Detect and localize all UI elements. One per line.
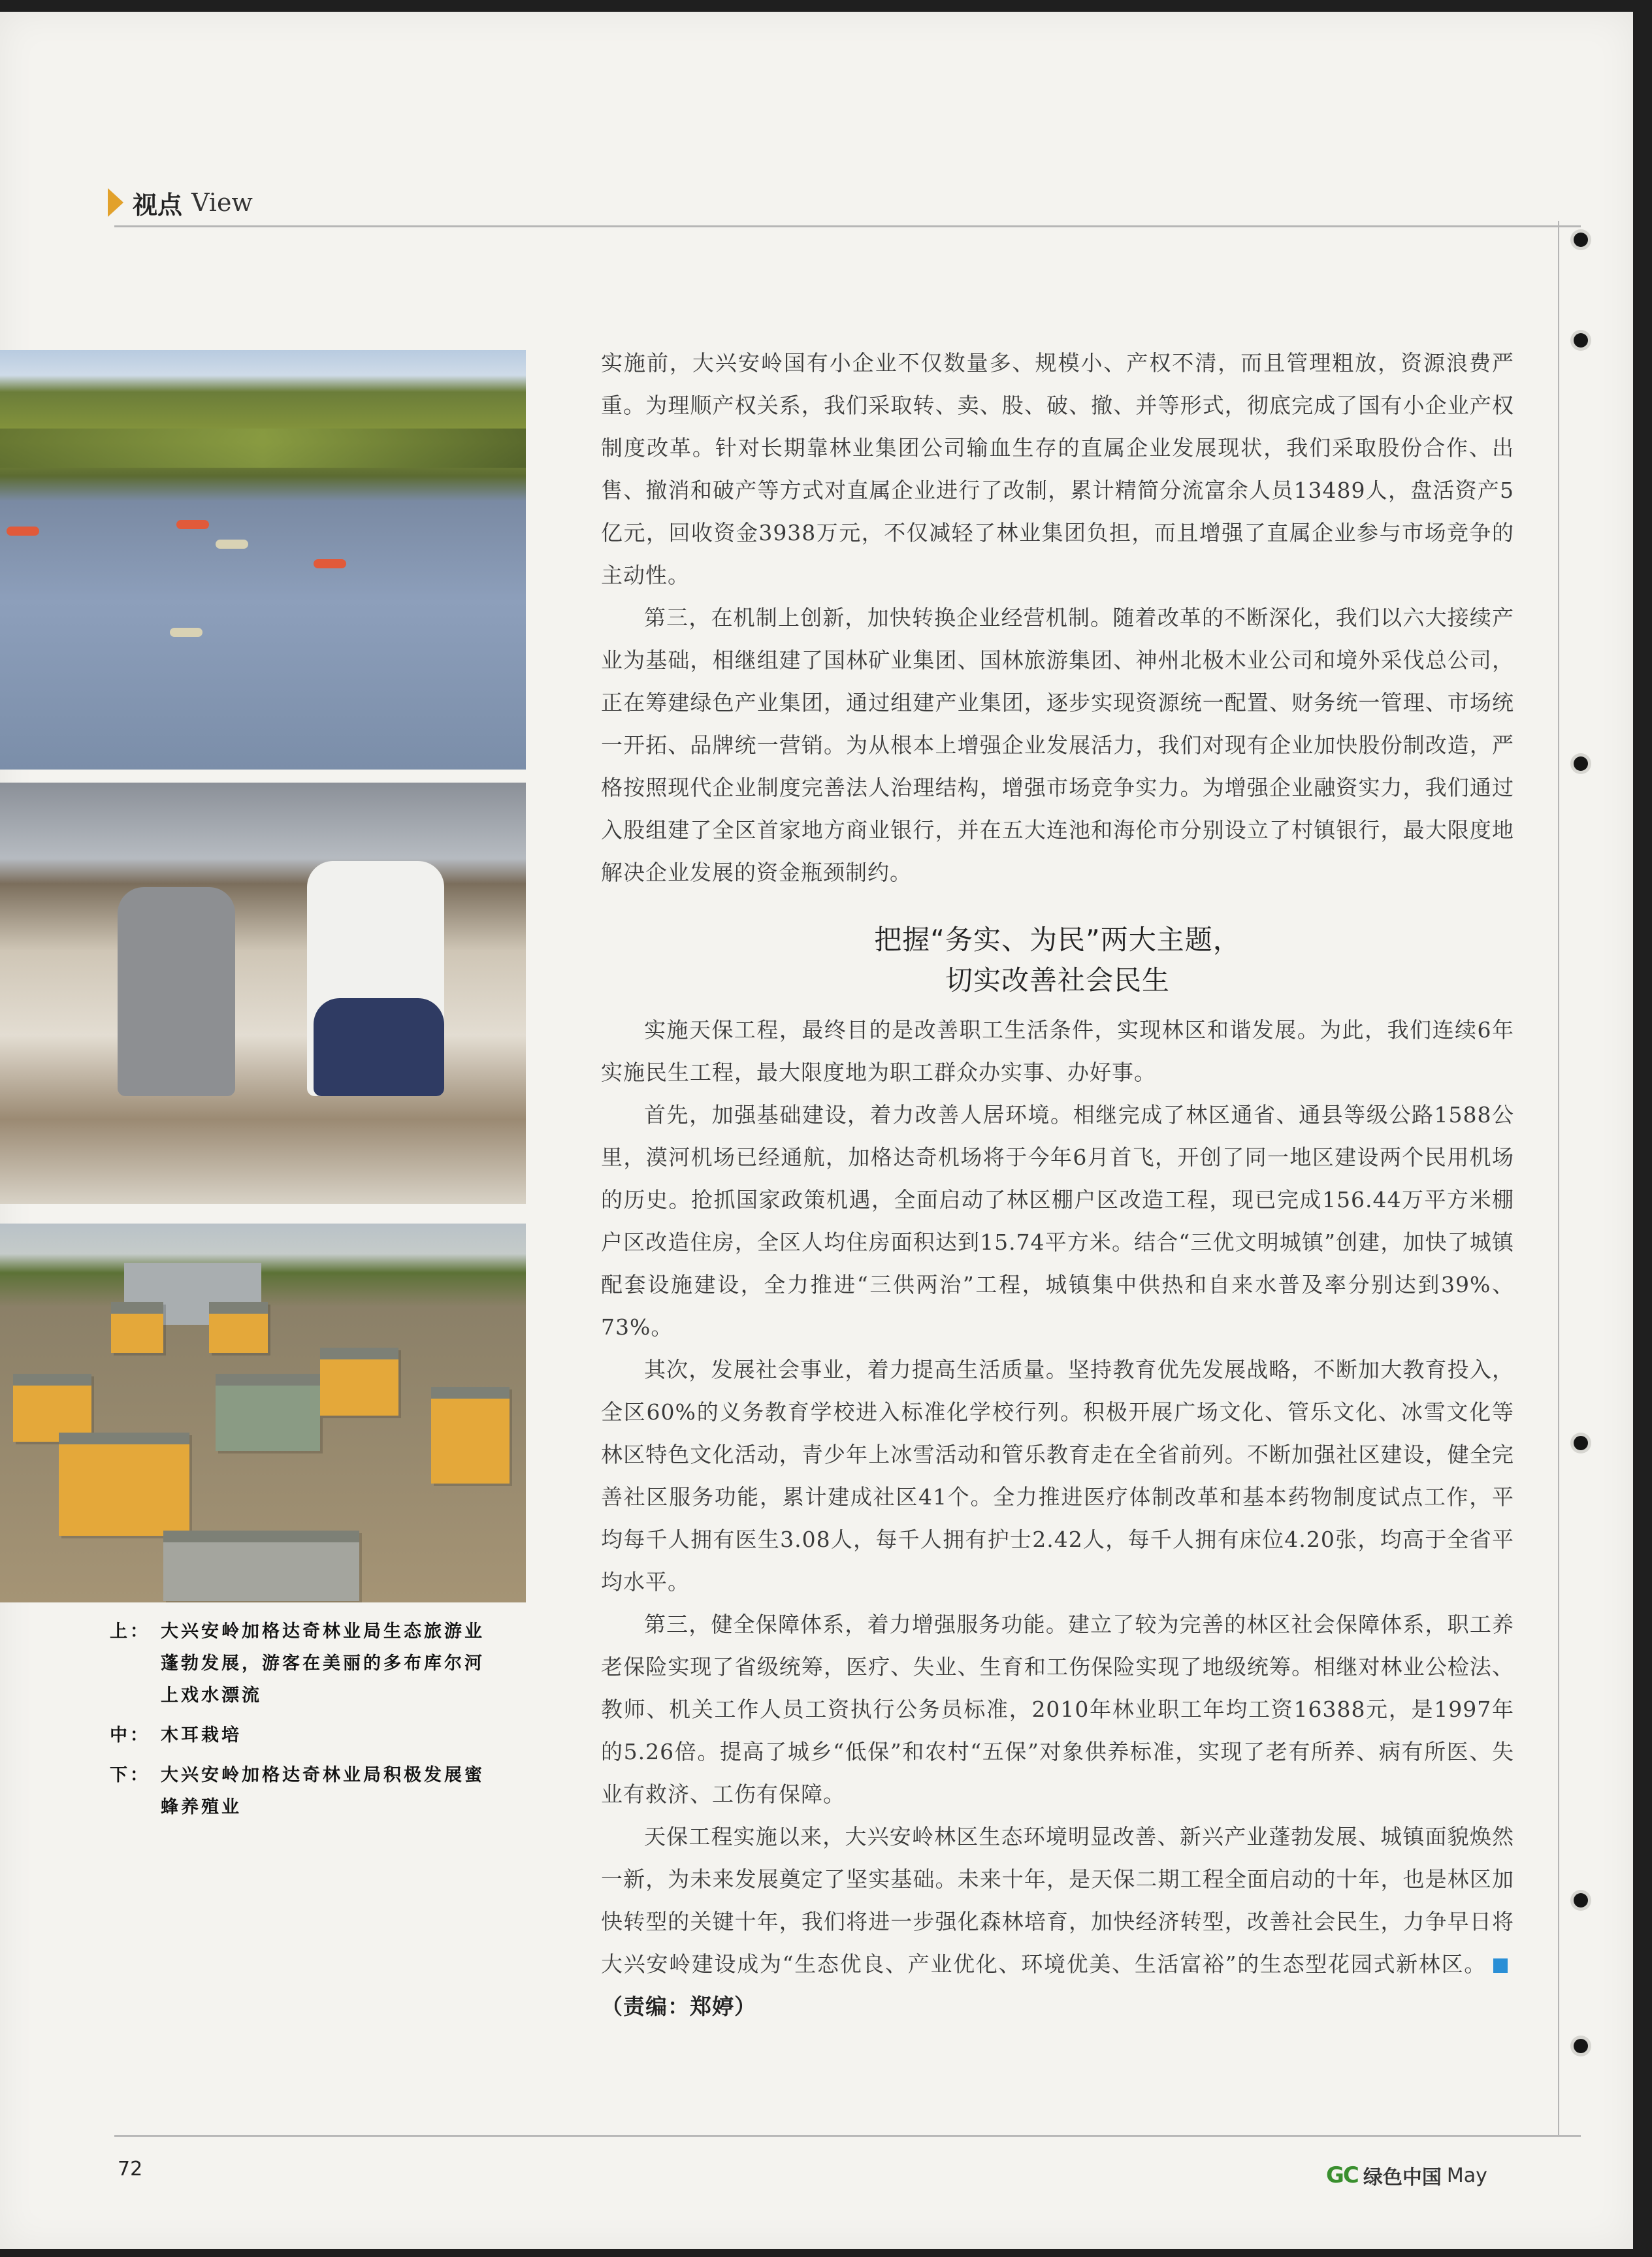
caption-bottom <box>110 1759 502 1823</box>
binder-hole-icon <box>1574 1436 1588 1450</box>
beehive-shape <box>163 1531 359 1601</box>
paragraph: 第三，健全保障体系，着力增强服务功能。建立了较为完善的林区社会保障体系，职工养老保险实现了省级统筹，医疗、失业、生育和工伤保险实现了地级统筹。相继对林业公检法、教师、机关工作人员工资执行公务员标准，2010年林业职工年均工资16388元，是1997年的5.26倍。提高了城乡“低保”和农村“五保”对象供养标准，实现了老有所养、病有所医、失业有救济、工伤有保障。 <box>601 1612 1514 1807</box>
binder-hole-icon <box>1574 1893 1588 1908</box>
mushroom-cultivation-photo <box>0 783 526 1204</box>
worker-figure <box>118 887 235 1096</box>
caption-middle <box>110 1719 502 1751</box>
paragraph: 实施前，大兴安岭国有小企业不仅数量多、规模小、产权不清，而且管理粗放，资源浪费严重。为理顺产权关系，我们采取转、卖、股、破、撤、并等形式，彻底完成了国有小企业产权制度改革。针对长期靠林业集团公司输血生存的直属企业发展现状，我们采取股份合作、出售、撤消和破产等方式对直属企业进行了改制，累计精简分流富余人员13489人，盘活资产5亿元，回收资金3938万元，不仅减轻了林业集团负担，而且增强了直属企业参与市场竞争的主动性。 <box>601 350 1514 588</box>
paragraph: 首先，加强基础建设，着力改善人居环境。相继完成了林区通省、通县等级公路1588公里，漠河机场已经通航，加格达奇机场将于今年6月首飞，开创了同一地区建设两个民用机场的历史。抢抓国家政策机遇，全面启动了林区棚户区改造工程，现已完成156.44万平方米棚户区改造住房，全区人均住房面积达到15.74平方米。结合“三优文明城镇”创建，加快了城镇配套设施建设，全力推进“三供两治”工程，城镇集中供热和自来水普及率分别达到39%、73%。 <box>601 1102 1514 1340</box>
beehive-shape <box>13 1374 91 1442</box>
caption-text: 木耳栽培 <box>161 1725 242 1746</box>
triangle-marker-icon <box>108 188 123 217</box>
worker-figure <box>314 998 444 1096</box>
magazine-page <box>0 12 1633 2249</box>
paragraph-last <box>601 1815 1514 2028</box>
caption-label: 上： <box>110 1621 150 1642</box>
raft-shape <box>176 520 209 529</box>
river-rafting-photo <box>0 350 526 770</box>
binder-hole-icon <box>1574 756 1588 771</box>
photo-captions <box>110 1616 502 1823</box>
editor-credit: （责编：郑婷） <box>601 1994 756 2019</box>
beehive-shape <box>59 1433 189 1536</box>
raft-shape <box>216 540 248 549</box>
section-title-zh: 视点 <box>133 190 183 219</box>
caption-top <box>110 1616 502 1712</box>
paragraph: 其次，发展社会事业，着力提高生活质量。坚持教育优先发展战略，不断加大教育投入，全区60%的义务教育学校进入标准化学校行列。积极开展广场文化、管乐文化、冰雪文化等林区特色文化活动，青少年上冰雪活动和管乐教育走在全省前列。不断加强社区建设，健全完善社区服务功能，累计建成社区41个。全力推进医疗体制改革和基本药物制度试点工作，平均每千人拥有医生3.08人，每千人拥有护士2.42人，每千人拥有床位4.20张，均高于全省平均水平。 <box>601 1357 1514 1595</box>
binder-margin-line <box>1558 221 1559 2135</box>
article-body <box>601 342 1514 2028</box>
caption-text: 大兴安岭加格达奇林业局生态旅游业蓬勃发展，游客在美丽的多布库尔河上戏水漂流 <box>161 1621 485 1706</box>
paragraph: 实施天保工程，最终目的是改善职工生活条件，实现林区和谐发展。为此，我们连续6年实施民生工程，最大限度地为职工群众办实事、办好事。 <box>601 1017 1514 1085</box>
caption-label: 中： <box>110 1725 150 1746</box>
paragraph-text: 天保工程实施以来，大兴安岭林区生态环境明显改善、新兴产业蓬勃发展、城镇面貌焕然一新，为未来发展奠定了坚实基础。未来十年，是天保二期工程全面启动的十年，也是林区加快转型的关键十年，我们将进一步强化森林培育，加快经济转型，改善社会民生，力争早日将大兴安岭建设成为“生态优良、产业优化、环境优美、生活富裕”的生态型花园式新林区。 <box>601 1824 1514 1977</box>
beehive-shape <box>209 1302 268 1353</box>
section-heading <box>601 920 1514 1001</box>
section-title-en: View <box>191 188 253 217</box>
footer-divider <box>114 2135 1581 2137</box>
photo-shoreline <box>0 429 526 468</box>
raft-shape <box>7 527 39 536</box>
binder-hole-icon <box>1574 233 1588 247</box>
gc-logo-icon: GC <box>1326 2162 1358 2188</box>
section-heading-line: 把握“务实、为民”两大主题， <box>874 924 1241 956</box>
section-heading-line: 切实改善社会民生 <box>945 964 1170 996</box>
caption-label: 下： <box>110 1765 150 1785</box>
page-number: 72 <box>118 2158 143 2181</box>
beehive-shape <box>320 1348 398 1416</box>
issue-month: May <box>1446 2164 1487 2187</box>
paragraph: 第三，在机制上创新，加快转换企业经营机制。随着改革的不断深化，我们以六大接续产业为基础，相继组建了国林矿业集团、国林旅游集团、神州北极木业公司和境外采伐总公司，正在筹建绿色产业集团，通过组建产业集团，逐步实现资源统一配置、财务统一管理、市场统一开拓、品牌统一营销。为从根本上增强企业发展活力，我们对现有企业加快股份制改造，严格按照现代企业制度完善法人治理结构，增强市场竞争实力。为增强企业融资实力，我们通过入股组建了全区首家地方商业银行，并在五大连池和海伦市分别设立了村镇银行，最大限度地解决企业发展的资金瓶颈制约。 <box>601 605 1514 885</box>
beehive-shape <box>216 1374 320 1451</box>
header-divider <box>114 225 1581 227</box>
magazine-brand <box>1326 2161 1487 2190</box>
beehive-shape <box>111 1302 163 1353</box>
binder-hole-icon <box>1574 333 1588 348</box>
section-header <box>108 183 253 222</box>
binder-hole-icon <box>1574 2039 1588 2053</box>
brand-name: 绿色中国 <box>1363 2166 1442 2189</box>
caption-text: 大兴安岭加格达奇林业局积极发展蜜蜂养殖业 <box>161 1765 485 1817</box>
raft-shape <box>314 559 346 568</box>
beehive-shape <box>431 1387 510 1484</box>
end-mark-icon <box>1493 1958 1508 1973</box>
beehive-farm-photo <box>0 1224 526 1602</box>
raft-shape <box>170 628 202 637</box>
